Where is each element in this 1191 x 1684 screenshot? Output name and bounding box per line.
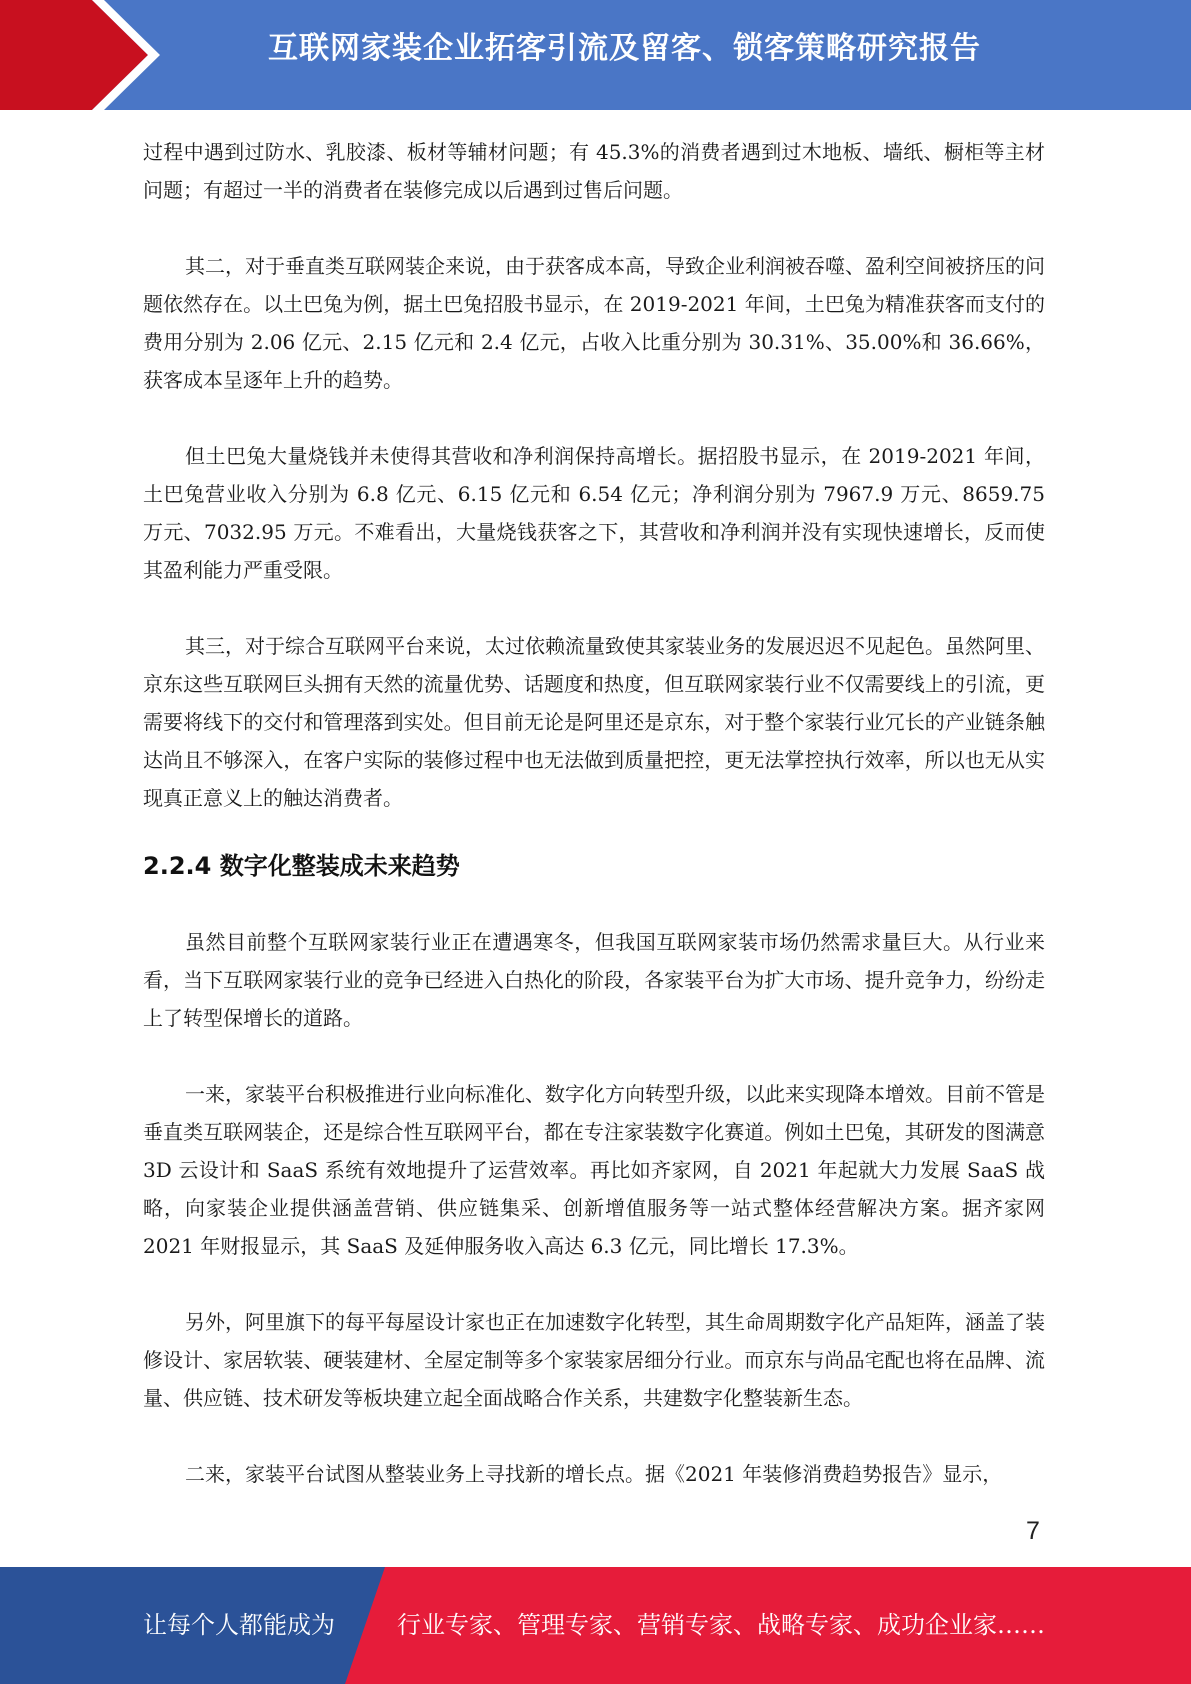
paragraph: 另外，阿里旗下的每平每屋设计家也正在加速数字化转型，其生命周期数字化产品矩阵，涵盖了装修设计、家居软装、硬装建材、全屋定制等多个家装家居细分行业。而京东与尚品宅配也将在品牌、流量、供应链、技术研发等板块建立起全面战略合作关系，共建数字化整装新生态。 [143, 1310, 1045, 1410]
section-title: 数字化整装成未来趋势 [219, 852, 460, 880]
paragraph: 但土巴兔大量烧钱并未使得其营收和净利润保持高增长。据招股书显示，在 2019-2021 年间，土巴兔营业收入分别为 6.8 亿元、6.15 亿元和 6.54 亿元；净利润分别为 7967.9 万元、8659.75 万元、7032.95 万元。不难看出，大量烧钱获客之下，其营收和净利润并没有实现快速增长，反而使其盈利能力严重受限。 [143, 444, 1045, 582]
report-title: 互联网家装企业拓客引流及留客、锁客策略研究报告 [268, 31, 981, 66]
paragraph: 虽然目前整个互联网家装行业正在遭遇寒冬，但我国互联网家装市场仍然需求量巨大。从行业来看，当下互联网家装行业的竞争已经进入白热化的阶段，各家装平台为扩大市场、提升竞争力，纷纷走上了转型保增长的道路。 [143, 930, 1045, 1030]
footer-slogan-right: 行业专家、管理专家、营销专家、战略专家、成功企业家…… [397, 1611, 1045, 1639]
paragraph: 过程中遇到过防水、乳胶漆、板材等辅材问题；有 45.3%的消费者遇到过木地板、墙纸、橱柜等主材问题；有超过一半的消费者在装修完成以后遇到过售后问题。 [143, 140, 1045, 202]
paragraph: 其二，对于垂直类互联网装企来说，由于获客成本高，导致企业利润被吞噬、盈利空间被挤压的问题依然存在。以土巴兔为例，据土巴兔招股书显示，在 2019-2021 年间，土巴兔为精准获客而支付的费用分别为 2.06 亿元、2.15 亿元和 2.4 亿元，占收入比重分别为 30.31%、35.00%和 36.66%，获客成本呈逐年上升的趋势。 [143, 254, 1045, 392]
section-heading [143, 847, 1045, 885]
section-number: 2.2.4 [143, 852, 212, 880]
header-arrow-icon [0, 0, 160, 110]
page-number: 7 [1026, 1517, 1040, 1545]
page-footer [0, 1567, 1191, 1684]
paragraph: 二来，家装平台试图从整装业务上寻找新的增长点。据《2021 年装修消费趋势报告》显示， [185, 1462, 1003, 1486]
footer-slogan-left: 让每个人都能成为 [143, 1611, 335, 1639]
paragraph: 其三，对于综合互联网平台来说，太过依赖流量致使其家装业务的发展迟迟不见起色。虽然阿里、京东这些互联网巨头拥有天然的流量优势、话题度和热度，但互联网家装行业不仅需要线上的引流，更需要将线下的交付和管理落到实处。但目前无论是阿里还是京东，对于整个家装行业冗长的产业链条触达尚且不够深入，在客户实际的装修过程中也无法做到质量把控，更无法掌控执行效率，所以也无从实现真正意义上的触达消费者。 [143, 634, 1045, 810]
document-body [143, 133, 1045, 1493]
page-header [0, 0, 1191, 110]
paragraph: 一来，家装平台积极推进行业向标准化、数字化方向转型升级，以此来实现降本增效。目前不管是垂直类互联网装企，还是综合性互联网平台，都在专注家装数字化赛道。例如土巴兔，其研发的图满意 3D 云设计和 SaaS 系统有效地提升了运营效率。再比如齐家网，自 2021 年起就大力发展 SaaS 战略，向家装企业提供涵盖营销、供应链集采、创新增值服务等一站式整体经营解决方案。据齐家网 2021 年财报显示，其 SaaS 及延伸服务收入高达 6.3 亿元，同比增长 17.3%。 [143, 1082, 1045, 1258]
